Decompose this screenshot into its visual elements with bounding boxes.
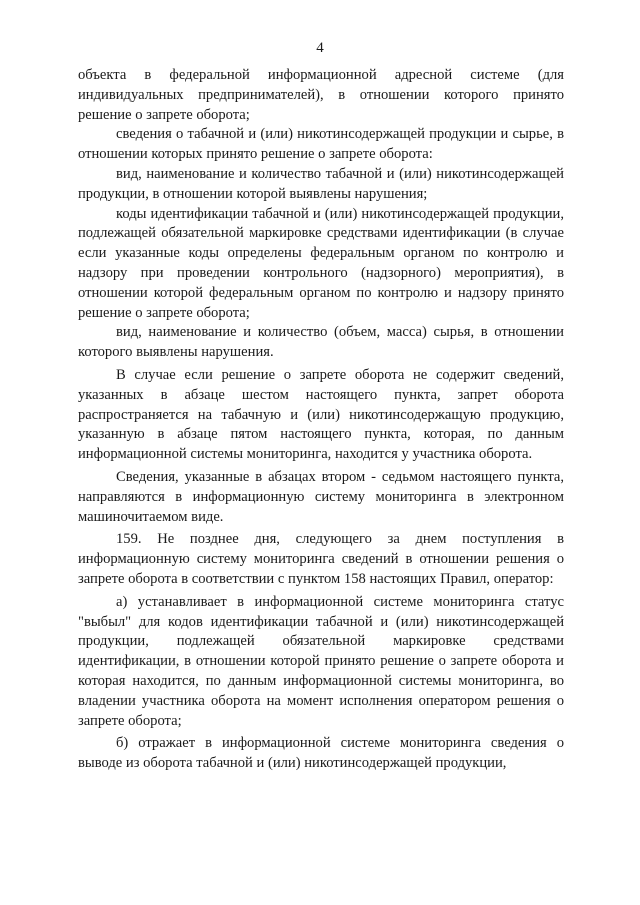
paragraph: коды идентификации табачной и (или) никотинсодержащей продукции, подлежащей обязательной маркировке средствами идентификации (в случае если указанные коды определены федеральным органом по контролю и надзору при проведении контрольного (надзорного) мероприятия), в отношении которой федеральным органом по контролю и надзору принято решение о запрете оборота;	[78, 205, 564, 321]
paragraph: вид, наименование и количество табачной и (или) никотинсодержащей продукции, в отношении которой выявлены нарушения;	[78, 165, 564, 202]
paragraph: 159. Не позднее дня, следующего за днем поступления в информационную систему мониторинга сведений в отношении решения о запрете оборота в соответствии с пунктом 158 настоящих Правил, оператор:	[78, 531, 564, 587]
paragraph: объекта в федеральной информационной адресной системе (для индивидуальных предпринимателей), в отношении которого принято решение о запрете оборота;	[78, 67, 564, 123]
paragraph: б) отражает в информационной системе мониторинга сведения о выводе из оборота табачной и (или) никотинсодержащей продукции,	[78, 735, 564, 772]
paragraph: В случае если решение о запрете оборота не содержит сведений, указанных в абзаце шестом настоящего пункта, запрет оборота распространяется на табачную и (или) никотинсодержащую продукцию, указанную в абзаце пятом настоящего пункта, которая, по данным информационной системы мониторинга, находится у участника оборота.	[78, 366, 564, 463]
paragraph: сведения о табачной и (или) никотинсодержащей продукции и сырье, в отношении которых принято решение о запрете оборота:	[78, 126, 564, 163]
document-body	[78, 66, 564, 774]
paragraph: а) устанавливает в информационной системе мониторинга статус "выбыл" для кодов идентификации табачной и (или) никотинсодержащей продукции, подлежащей обязательной маркировке средствами идентификации, в отношении которой принято решение о запрете оборота и которая находится, по данным информационной системы мониторинга, во владении участника оборота на момент исполнения оператором решения о запрете оборота;	[78, 593, 564, 729]
paragraph: Сведения, указанные в абзацах втором - седьмом настоящего пункта, направляются в информационную систему мониторинга в электронном машиночитаемом виде.	[78, 468, 564, 525]
page-number: 4	[316, 40, 324, 56]
paragraph: вид, наименование и количество (объем, масса) сырья, в отношении которого выявлены нарушения.	[78, 324, 564, 361]
